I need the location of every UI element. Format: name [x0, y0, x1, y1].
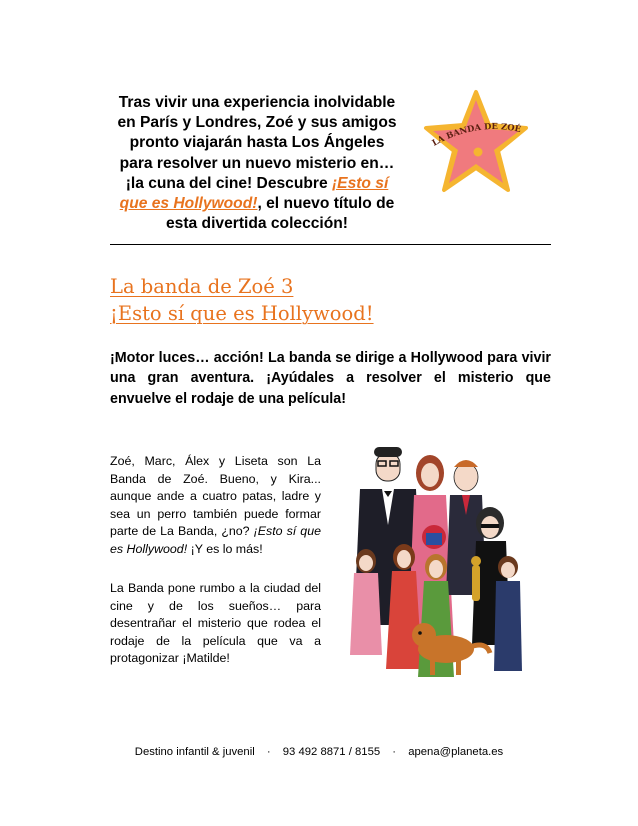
- group-illustration: [330, 445, 536, 693]
- star-logo-badge: [474, 148, 483, 157]
- oscar-statuette-icon: [471, 556, 481, 601]
- intro-line: para resolver un nuevo misterio en…: [119, 154, 395, 172]
- book-title-highlight: ¡Esto sí: [331, 174, 389, 192]
- intro-line: pronto viajarán hasta Los Ángeles: [129, 134, 385, 152]
- footer-imprint: Destino infantil & juvenil: [134, 746, 255, 758]
- lead-paragraph: ¡Motor luces… acción! La banda se dirige a Hollywood para vivir una gran aventura. ¡Ayúdales a resolver el misterio que envuelve el rodaje de una película!: [110, 350, 551, 407]
- intro-line: en París y Londres, Zoé y sus amigos: [117, 114, 397, 132]
- intro-text-part: ¡la cuna del cine! Descubre: [125, 174, 332, 192]
- book-title: [110, 273, 374, 327]
- flag-figure: [422, 525, 446, 549]
- star-logo-text-path: LA BANDA DE ZOÉ: [430, 121, 522, 148]
- divider: [110, 244, 551, 245]
- footer-separator: ·: [392, 746, 397, 758]
- intro-line: [112, 194, 402, 214]
- para1-text-end: ¡Y es lo más!: [187, 541, 263, 556]
- intro-text: [112, 93, 402, 234]
- book-title-line2: ¡Esto sí que es Hollywood!: [110, 302, 374, 325]
- para1-text: Zoé, Marc, Álex y Liseta son La Banda de Zoé. Bueno, y Kira... aunque ande a cuatro patas, ladre y sea un perro también puede formar parte de La Banda, ¿no?: [110, 454, 321, 538]
- book-title-line1: La banda de Zoé 3: [110, 275, 294, 298]
- intro-text-part: , el nuevo título de: [257, 195, 395, 213]
- intro-line: esta divertida colección!: [166, 215, 348, 233]
- para1-book-title: ¡Esto sí que es Hollywood!: [110, 524, 321, 556]
- description-paragraph-2: La Banda pone rumbo a la ciudad del cine y de los sueños… para desentrañar el misterio que rodea el rodaje de la película que va a protagonizar ¡Matilde!: [110, 581, 321, 665]
- footer-phone: 93 492 8871 / 8155: [282, 746, 381, 758]
- footer-email: apena@planeta.es: [408, 746, 504, 758]
- intro-line: [112, 174, 402, 194]
- intro-line: Tras vivir una experiencia inolvidable: [118, 94, 396, 111]
- book-title-highlight: que es Hollywood!: [119, 195, 258, 213]
- footer: [0, 746, 638, 758]
- footer-separator: ·: [266, 746, 271, 758]
- star-logo: [420, 86, 532, 198]
- description-paragraph-1: [110, 453, 321, 558]
